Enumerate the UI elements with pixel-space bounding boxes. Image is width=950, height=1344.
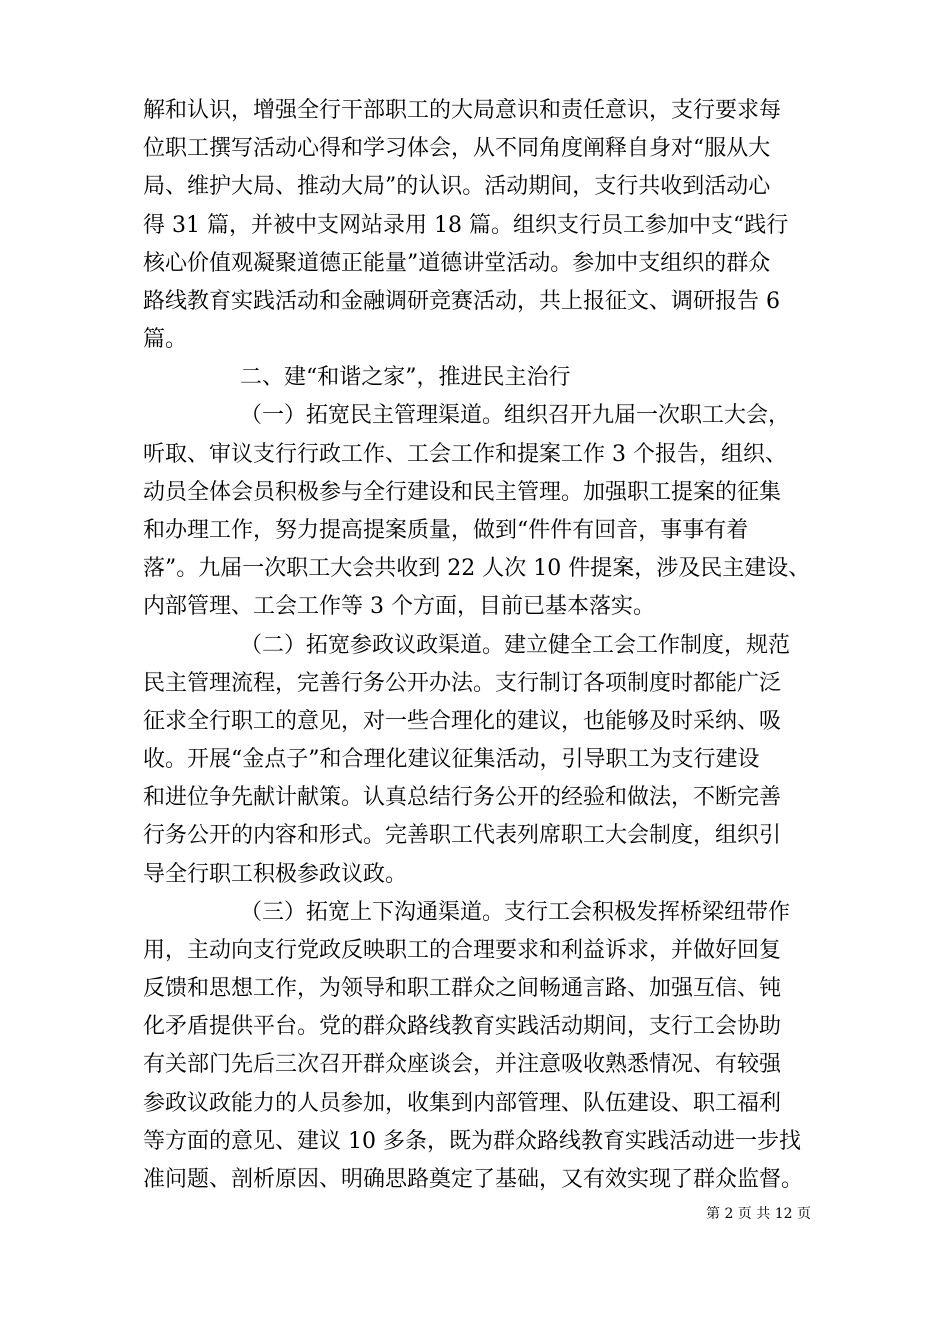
text-line: 有关部门先后三次召开群众座谈会，并注意吸收熟悉情况、有较强: [143, 1052, 782, 1077]
text-line: 征求全行职工的意见，对一些合理化的建议，也能够及时采纳、吸: [143, 709, 782, 734]
text-line: 等方面的意见、建议 10 多条，既为群众路线教育实践活动进一步找: [143, 1129, 801, 1154]
text-line: （三）拓宽上下沟通渠道。支行工会积极发挥桥梁纽带作: [240, 900, 791, 925]
text-line: 动员全体会员积极参与全行建设和民主管理。加强职工提案的征集: [143, 480, 782, 505]
text-line: 核心价值观凝聚道德正能量”道德讲堂活动。参加中支组织的群众: [143, 251, 771, 276]
text-line: 内部管理、工会工作等 3 个方面，目前已基本落实。: [143, 594, 655, 619]
text-line: 得 31 篇，并被中支网站录用 18 篇。组织支行员工参加中支“践行: [143, 213, 789, 238]
text-line: 落”。九届一次职工大会共收到 22 人次 10 件提案，涉及民主建设、: [143, 556, 811, 581]
text-line: 参政议政能力的人员参加，收集到内部管理、队伍建设、职工福利: [143, 1091, 782, 1116]
text-line: 篇。: [143, 327, 188, 352]
text-line: 民主管理流程，完善行务公开办法。支行制订各项制度时都能广泛: [143, 671, 782, 696]
text-line: 位职工撰写活动心得和学习体会，从不同角度阐释自身对“服从大: [143, 136, 771, 161]
text-line: 化矛盾提供平台。党的群众路线教育实践活动期间，支行工会协助: [143, 1014, 782, 1039]
text-line: 行务公开的内容和形式。完善职工代表列席职工大会制度，组织引: [143, 823, 782, 848]
page-number-footer: 第 2 页 共 12 页: [706, 1206, 811, 1222]
text-line: 准问题、剖析原因、明确思路奠定了基础，又有效实现了群众监督。: [143, 1167, 804, 1192]
text-line: 和进位争先献计献策。认真总结行务公开的经验和做法，不断完善: [143, 785, 782, 810]
text-line: 导全行职工积极参政议政。: [143, 862, 408, 887]
text-line: 听取、审议支行行政工作、工会工作和提案工作 3 个报告，组织、: [143, 442, 787, 467]
text-line: （一）拓宽民主管理渠道。组织召开九届一次职工大会，: [240, 403, 791, 428]
text-line: 和办理工作，努力提高提案质量，做到“件件有回音，事事有着: [143, 518, 749, 543]
text-line: 局、维护大局、推动大局”的认识。活动期间，支行共收到活动心: [143, 174, 771, 199]
text-line: 收。开展“金点子”和合理化建议征集活动，引导职工为支行建设: [143, 747, 760, 772]
text-line: 反馈和思想工作，为领导和职工群众之间畅通言路、加强互信、钝: [143, 976, 782, 1001]
text-line: 路线教育实践活动和金融调研竞赛活动，共上报征文、调研报告 6: [143, 289, 780, 314]
section-heading: 二、建“和谐之家”，推进民主治行: [240, 365, 571, 390]
text-line: 解和认识，增强全行干部职工的大局意识和责任意识，支行要求每: [143, 98, 782, 123]
text-line: 用，主动向支行党政反映职工的合理要求和利益诉求，并做好回复: [143, 938, 782, 963]
text-line: （二）拓宽参政议政渠道。建立健全工会工作制度，规范: [240, 633, 791, 658]
